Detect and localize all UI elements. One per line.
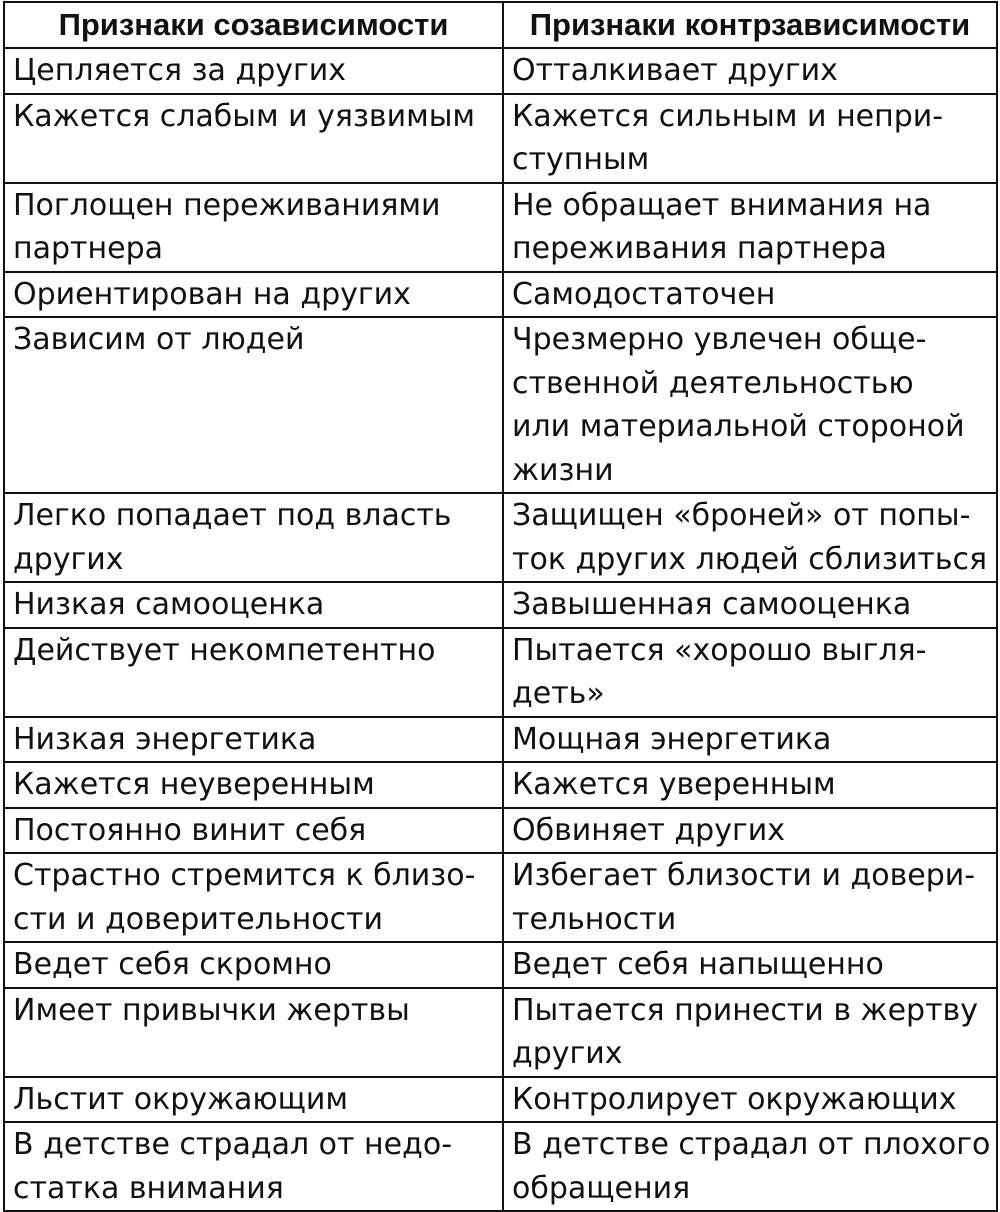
codependency-cell: [4, 94, 503, 183]
cell-line: ток других людей сблизиться: [512, 541, 988, 577]
counterdependency-cell: [503, 1077, 997, 1123]
cell-line: обращения: [512, 1170, 691, 1206]
cell-line: Ведет себя напыщенно: [512, 947, 884, 982]
cell-line: В детстве страдал от плохого: [512, 1127, 991, 1162]
counterdependency-cell: [503, 1122, 997, 1211]
codependency-cell: [4, 272, 503, 318]
cell-line: Льстит окружающим: [13, 1081, 349, 1117]
header-codependency: Признаки созависимости: [4, 2, 503, 48]
table-row: [4, 808, 997, 854]
cell-line: Отталкивает других: [512, 53, 838, 88]
cell-line: Обвиняет других: [512, 812, 785, 848]
cell-line: Чрезмерно увлечен обще-: [512, 322, 927, 357]
counterdependency-cell: [503, 988, 997, 1077]
cell-line: Пытается «хорошо выгля-: [512, 632, 927, 668]
cell-line: сти и доверительности: [13, 901, 384, 937]
codependency-cell: [4, 582, 503, 628]
cell-line: Кажется уверенным: [512, 767, 836, 802]
cell-line: Низкая самооценка: [13, 587, 325, 622]
counterdependency-cell: [503, 317, 997, 493]
cell-line: тельности: [512, 901, 677, 937]
cell-line: Зависим от людей: [13, 322, 305, 357]
codependency-cell: [4, 988, 503, 1077]
table-row: [4, 717, 997, 763]
cell-line: Не обращает внимания на: [512, 187, 932, 223]
codependency-cell: [4, 1077, 503, 1123]
header-row: [4, 2, 997, 48]
counterdependency-cell: [503, 942, 997, 988]
table-row: [4, 94, 997, 183]
counterdependency-cell: [503, 853, 997, 942]
codependency-cell: [4, 717, 503, 763]
cell-line: В детстве страдал от недо-: [13, 1127, 453, 1162]
cell-line: Защищен «броней» от попы-: [512, 498, 971, 533]
cell-line: других: [512, 1036, 623, 1071]
table-row: [4, 183, 997, 272]
counterdependency-cell: [503, 808, 997, 854]
codependency-cell: [4, 1122, 503, 1211]
cell-line: жизни: [512, 452, 614, 488]
cell-line: статка внимания: [13, 1170, 284, 1206]
cell-line: или материальной стороной: [512, 409, 965, 444]
cell-line: Постоянно винит себя: [13, 812, 367, 848]
codependency-cell: [4, 493, 503, 582]
counterdependency-cell: [503, 628, 997, 717]
cell-line: ступным: [512, 142, 650, 177]
counterdependency-cell: [503, 717, 997, 763]
cell-line: Пытается принести в жертву: [512, 992, 978, 1028]
cell-line: Ведет себя скромно: [13, 947, 332, 982]
codependency-cell: [4, 808, 503, 854]
table-row: [4, 853, 997, 942]
cell-line: других: [13, 541, 124, 577]
codependency-cell: [4, 762, 503, 808]
cell-line: ственной деятельностью: [512, 365, 914, 401]
table-row: [4, 628, 997, 717]
cell-line: Действует некомпетентно: [13, 632, 436, 668]
cell-line: деть»: [512, 676, 605, 711]
counterdependency-cell: [503, 48, 997, 94]
codependency-cell: [4, 48, 503, 94]
counterdependency-cell: [503, 94, 997, 183]
table-row: [4, 582, 997, 628]
codependency-cell: [4, 942, 503, 988]
codependency-cell: [4, 628, 503, 717]
cell-line: Кажется сильным и непри-: [512, 98, 944, 134]
cell-line: Избегает близости и довери-: [512, 858, 976, 893]
codependency-cell: [4, 853, 503, 942]
header-counterdependency: Признаки контрзависимости: [503, 2, 997, 48]
table-row: [4, 493, 997, 582]
counterdependency-cell: [503, 582, 997, 628]
cell-line: партнера: [13, 231, 164, 266]
cell-line: переживания партнера: [512, 231, 887, 266]
counterdependency-cell: [503, 272, 997, 318]
cell-line: Страстно стремится к близо-: [13, 858, 476, 893]
counterdependency-cell: [503, 183, 997, 272]
cell-line: Цепляется за других: [13, 53, 347, 88]
cell-line: Контролирует окружающих: [512, 1081, 957, 1117]
table-body: [4, 48, 997, 1211]
cell-line: Поглощен переживаниями: [13, 187, 441, 223]
cell-line: Кажется слабым и уязвимым: [13, 98, 476, 134]
codependency-cell: [4, 183, 503, 272]
table-row: [4, 1122, 997, 1211]
table-row: [4, 48, 997, 94]
cell-line: Ориентирован на других: [13, 276, 411, 312]
table-row: [4, 988, 997, 1077]
cell-line: Самодостаточен: [512, 276, 776, 312]
table-row: [4, 317, 997, 493]
cell-line: Кажется неуверенным: [13, 767, 375, 802]
counterdependency-cell: [503, 493, 997, 582]
cell-line: Легко попадает под власть: [13, 498, 452, 533]
codependency-cell: [4, 317, 503, 493]
cell-line: Имеет привычки жертвы: [13, 992, 410, 1028]
comparison-table: [3, 1, 998, 1212]
table-row: [4, 1077, 997, 1123]
cell-line: Низкая энергетика: [13, 721, 317, 757]
table-row: [4, 272, 997, 318]
table-row: [4, 942, 997, 988]
cell-line: Мощная энергетика: [512, 721, 832, 757]
counterdependency-cell: [503, 762, 997, 808]
table-row: [4, 762, 997, 808]
cell-line: Завышенная самооценка: [512, 587, 912, 622]
